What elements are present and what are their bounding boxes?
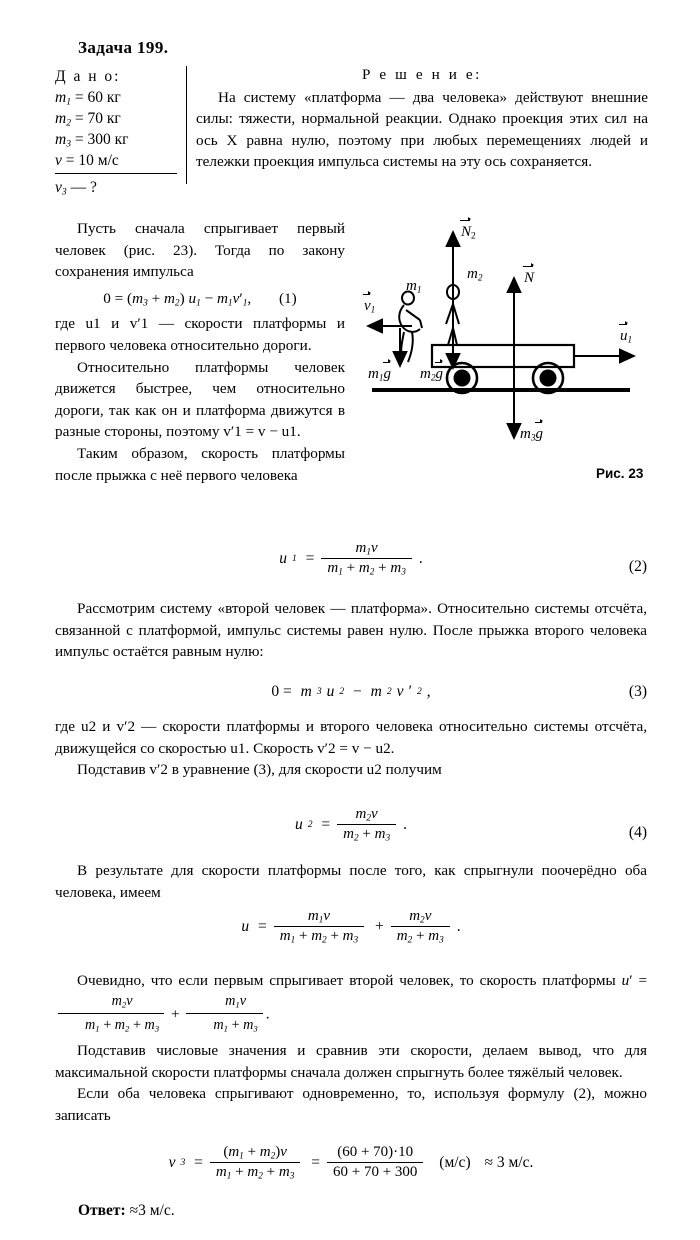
answer-label: Ответ: [78, 1202, 126, 1219]
paragraph-obvious [55, 970, 647, 1038]
equation-2-body: u 1 = $\frac{m_1v}{m_1 + m_2 + m_3}$ . [279, 540, 423, 578]
figure-label-v1: $v_1$ [364, 298, 376, 316]
equation-3-body: 0 = m 3 u 2 − m 2 v ′ 2 , [271, 683, 431, 700]
figure-caption: Рис. 23 [596, 466, 644, 481]
solution-intro-block [196, 64, 648, 173]
find-subscript: 3 [61, 186, 67, 198]
given-symbol: v [55, 152, 62, 169]
given-subscript: 3 [66, 138, 71, 150]
given-value: = 10 м/с [65, 152, 119, 169]
fraction-final-numeric: $\frac{(60 + 70)\cdot 10}{60 + 70 + 300}$ [327, 1144, 423, 1181]
figure-label-m2g: $m_2g$ [420, 366, 443, 384]
given-divider-rule [55, 173, 177, 174]
paragraph-eq3-where: где u2 и v′2 — скорости платформы и второго человека относительно системы отсчёта, движущейся со скоростью u1. Скорость v′2 = v − u2. Подставив v′2 в уравнение (3), для скорости u2 получим [55, 718, 647, 779]
equation-2-number: (2) [628, 558, 647, 575]
figure-label-N2: $N_2$ [461, 224, 476, 242]
paragraph-result: В результате для скорости платформы после того, как спрыгнули поочерёдно оба человека, имеем [55, 862, 647, 901]
figure-label-m1g: $m_1g$ [368, 366, 391, 384]
equation-4 [55, 806, 647, 843]
fraction-final-symbolic: $\frac{(m_1 + m_2)v}{m_1 + m_2 + m_3}$ [210, 1144, 300, 1181]
equation-4-number: (4) [628, 824, 647, 841]
figure-label-m3g: $m_3g$ [520, 426, 543, 444]
fraction-u1: $\frac{m_1v}{m_1 + m_2 + m_3}$ [321, 540, 411, 577]
given-row-find [55, 177, 186, 198]
equation-1 [55, 288, 345, 310]
given-subscript: 2 [66, 117, 71, 129]
given-symbol: m [55, 89, 67, 106]
fraction-u-second: $\frac{m_2v}{m_2 + m_3}$ [391, 908, 450, 945]
find-symbol: v [55, 179, 62, 196]
given-value: = 300 кг [74, 131, 129, 148]
equation-3 [55, 683, 647, 701]
given-vertical-rule [186, 66, 187, 184]
given-row-m3 [55, 129, 186, 150]
final-approx: ≈ 3 м/с. [484, 1153, 534, 1171]
find-value: — ? [70, 179, 97, 196]
final-units: (м/с) [439, 1153, 471, 1171]
answer-value: ≈3 м/с. [129, 1202, 175, 1219]
given-symbol: m [55, 131, 67, 148]
figure-label-u1: $u_1$ [620, 328, 633, 346]
fraction-u2: $\frac{m_2v}{m_2 + m_3}$ [337, 806, 396, 843]
given-header: Д а н о: [55, 68, 121, 85]
equation-3-number: (3) [628, 683, 647, 700]
paragraph-relative-platform: Относительно платформы человек движется быстрее, чем относительно дороги, так как он и платформа движутся в разные стороны, поэтому v′1 = v − u1. [55, 358, 345, 441]
paragraph-thus-speed: Таким образом, скорость платформы после прыжка с неё первого человека [55, 444, 345, 484]
equation-1-body: $0 = (m_3 + m_2) u_1 - m_1v'_1$, [103, 289, 252, 309]
solution-intro-paragraph: На систему «платформа — два человека» действуют внешние силы: тяжести, нормальной реакции. Однако проекция этих сил на ось X равна нулю, поэтому при любых перемещениях людей и тележки проекция импульса системы на эту ось сохраняется. [196, 88, 648, 171]
solution-label: Р е ш е н и е: [361, 66, 483, 83]
given-value: = 70 кг [74, 110, 121, 127]
equation-final [55, 1144, 647, 1181]
figure-label-m1: $m_1$ [406, 278, 422, 296]
page-title: Задача 199. [78, 38, 169, 57]
figure-label-m2: $m_2$ [467, 266, 483, 284]
equation-2 [55, 540, 647, 577]
left-column-text [55, 218, 345, 486]
fraction-uprime-second: $\frac{m_1v}{m_1 + m_3}$ [186, 991, 262, 1037]
figure-diagram [362, 216, 662, 491]
equation-u-body: u = $\frac{m_1v}{m_1 + m_2 + m_3}$ + $\frac{m_2v}{m_2 + m_3}$ . [241, 908, 461, 946]
paragraph-obvious-text: Очевидно, что если первым спрыгивает второй человек, то скорость платформы u′ = $\frac{m_2v}{m_1 + m_2 + m_3}$ + $\frac{m_1v}{m_1 + m_3}$ . [55, 970, 647, 1038]
fraction-u-first: $\frac{m_1v}{m_1 + m_2 + m_3}$ [274, 908, 364, 945]
figure-23 [362, 216, 662, 491]
equation-final-body: v 3 = $\frac{(m_1 + m_2)v}{m_1 + m_2 + m_3}$ = $\frac{(60 + 70)\cdot 10}{60 + 70 + 300}$ (м/с) ≈ 3 м/с. [168, 1144, 534, 1182]
given-row-v [55, 150, 186, 171]
equation-u-total [55, 908, 647, 945]
cart-wheel-left-hub [454, 370, 471, 387]
given-row-m2 [55, 108, 186, 129]
given-value: = 60 кг [74, 89, 121, 106]
fraction-uprime-first: $\frac{m_2v}{m_1 + m_2 + m_3}$ [58, 991, 164, 1037]
paragraph-first-jump: Пусть сначала спрыгивает первый человек (рис. 23). Тогда по закону сохранения импульса [55, 220, 345, 281]
paragraph-eq1-where: где u1 и v′1 — скорости платформы и первого человека относительно дороги. [55, 315, 345, 354]
figure-label-N: N [524, 270, 535, 286]
answer-line [78, 1202, 175, 1220]
equation-4-body: u 2 = $\frac{m_2v}{m_2 + m_3}$ . [294, 806, 407, 844]
given-symbol: m [55, 110, 67, 127]
cart-wheel-right-hub [540, 370, 557, 387]
paragraph-conclusion: Подставив числовые значения и сравнив эти скорости, делаем вывод, что для максимальной скорости платформы сначала должен спрыгнуть более тяжёлый человек. Если оба человека спрыгивают одновременно, то, используя формулу (2), можно записать [55, 1042, 647, 1124]
given-subscript: 1 [66, 96, 71, 108]
paragraph-second-system: Рассмотрим систему «второй человек — платформа». Относительно системы отсчёта, связанной с платформой, импульс системы равен нулю. После прыжка второго человека импульс остаётся равным нулю: [55, 600, 647, 661]
given-block [55, 66, 186, 198]
equation-1-number: (1) [278, 289, 297, 307]
given-row-m1 [55, 87, 186, 108]
